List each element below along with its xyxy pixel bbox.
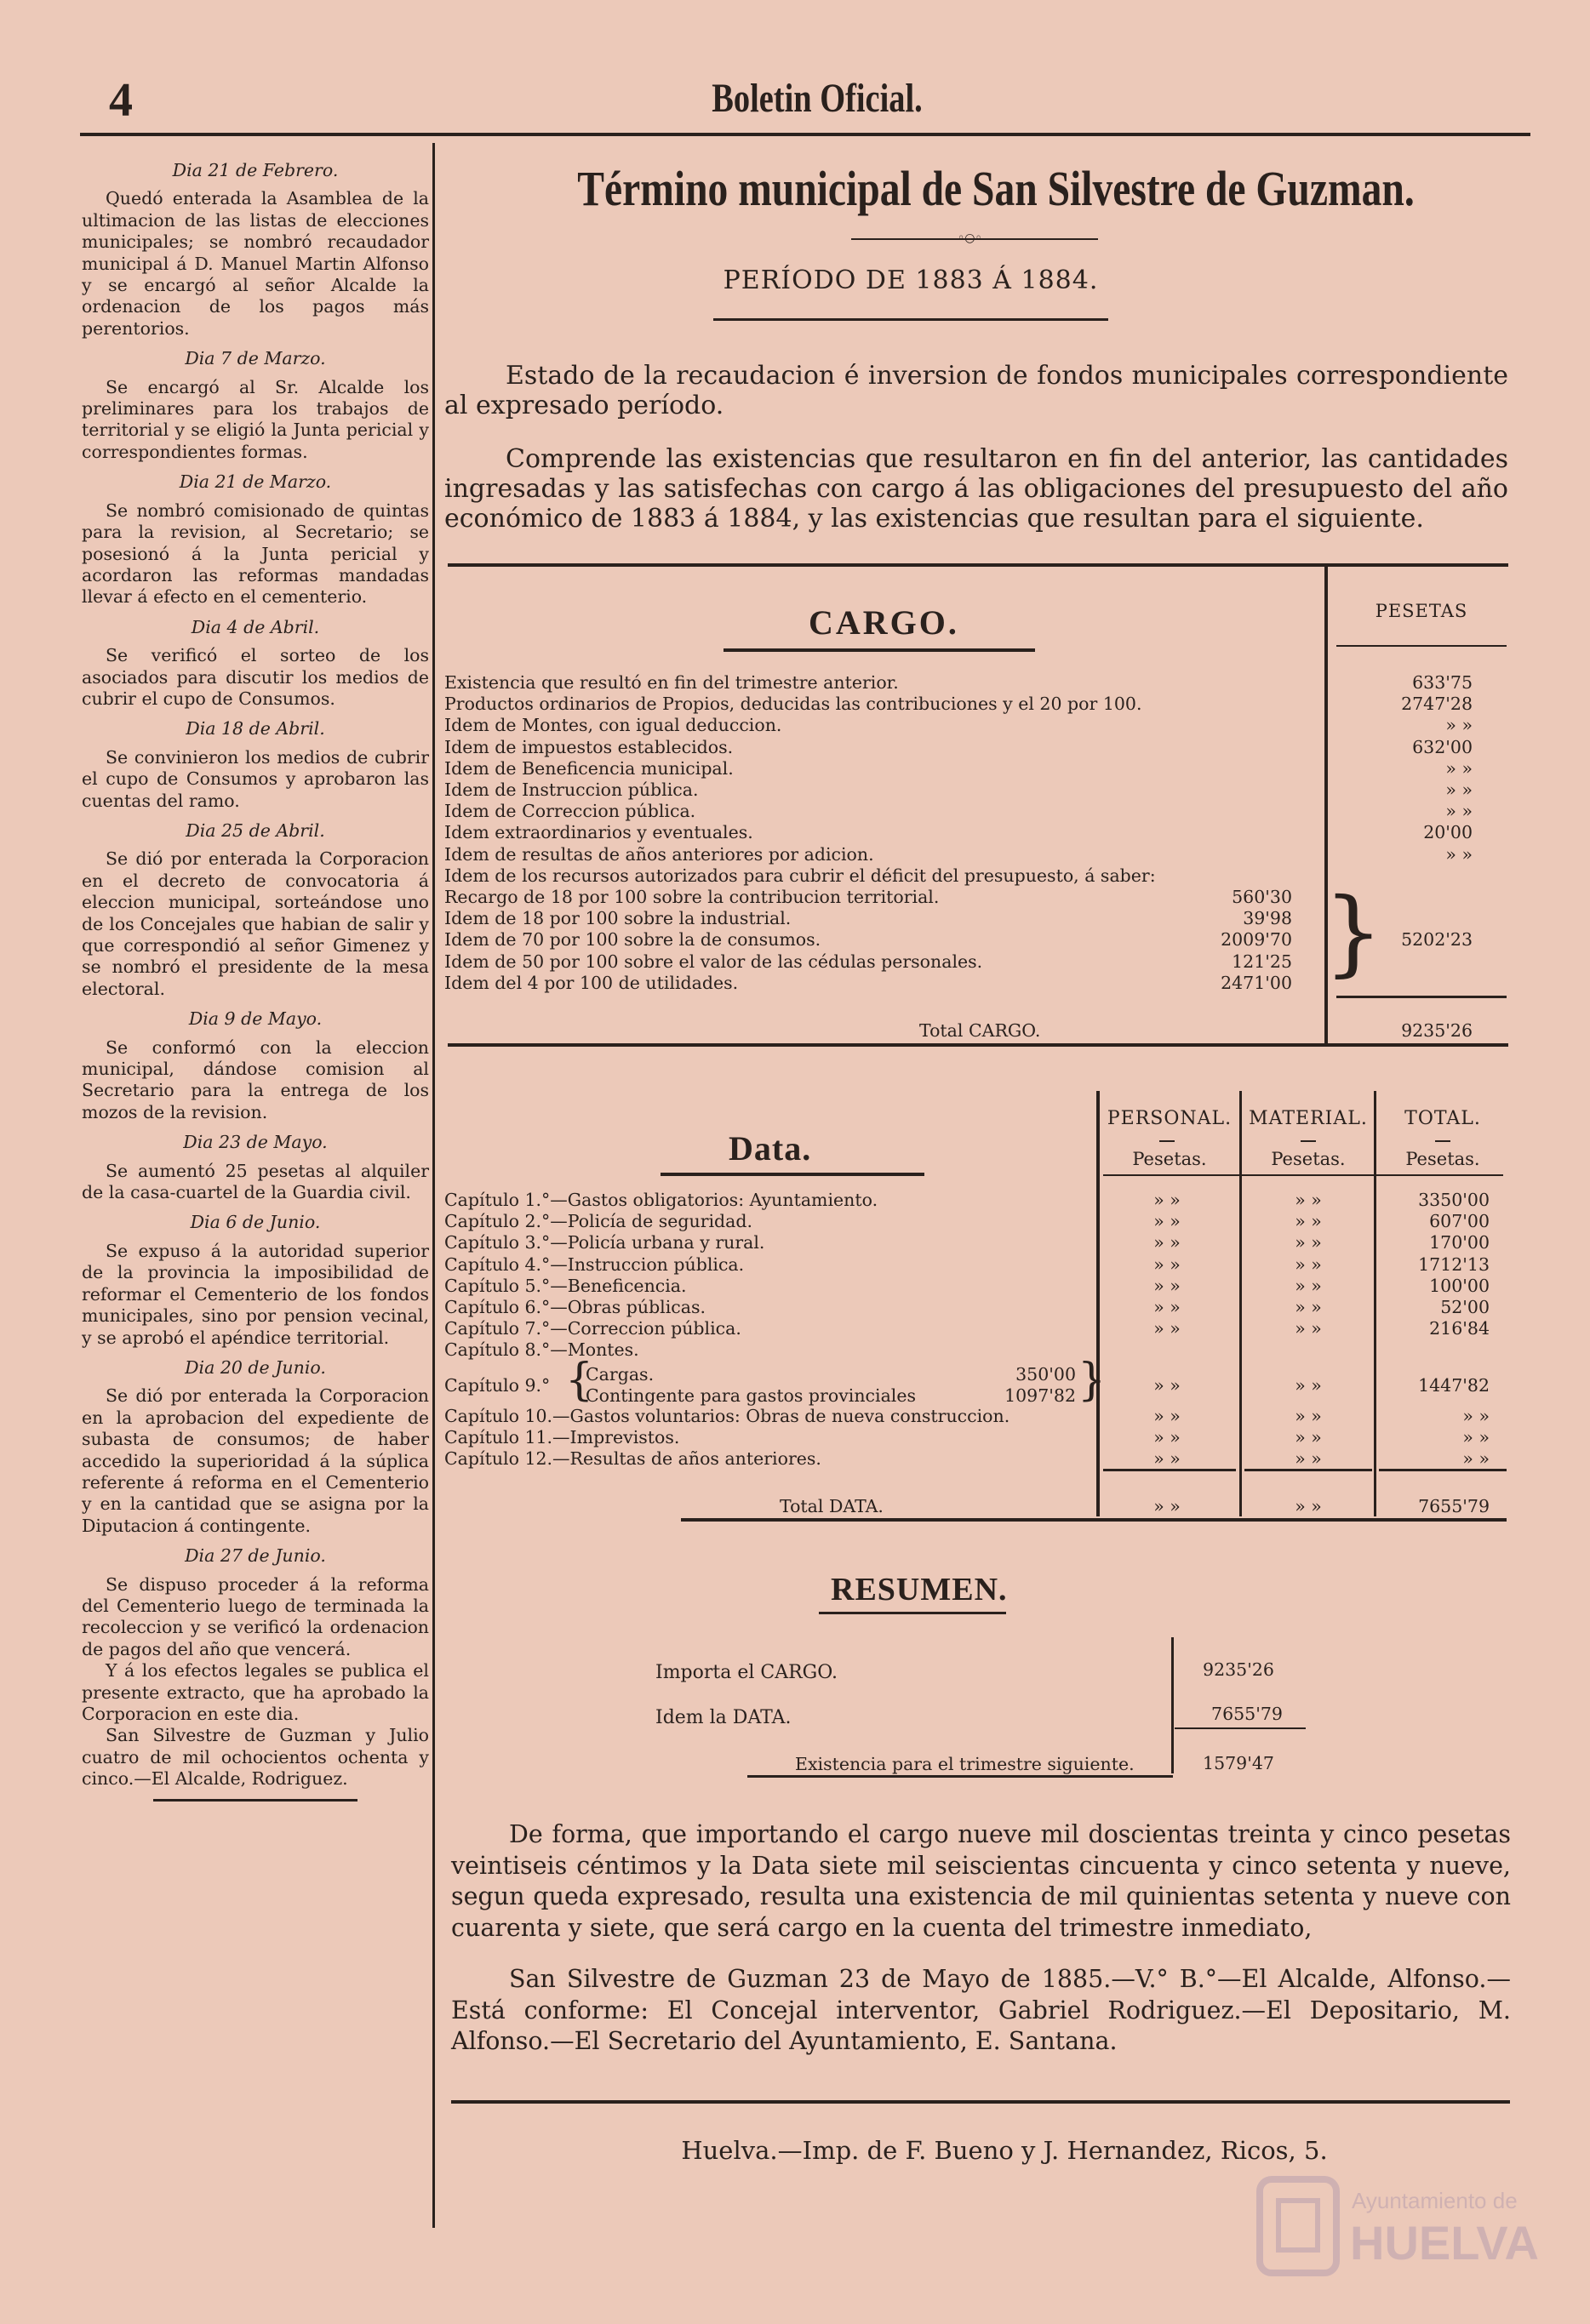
data-row-personal: » »	[1153, 1448, 1181, 1470]
data-row-total: » »	[1462, 1406, 1490, 1426]
closing-paragraph: De forma, que importando el cargo nueve mil doscientas treinta y cinco pesetas veintiseis céntimos y la Data siete mil seiscientas cincuenta y cinco setenta y nueve, segun queda expresado, resulta una existencia de mil quinientas setenta y nueve con cuarenta y siete, que será cargo en la cuenta del trimestre inmediato,	[451, 1820, 1511, 1942]
cargo-row-label: Idem de Instruccion pública.	[444, 779, 699, 800]
data-row-label: Capítulo 8.°—Montes.	[444, 1339, 639, 1361]
recursos-intro-label: Idem de los recursos autorizados para cubrir el déficit del presupuesto, á saber:	[444, 865, 1156, 886]
recurso-row-value: 2009'70	[1221, 929, 1292, 951]
recurso-row-value: 2471'00	[1221, 972, 1292, 993]
header-rule	[80, 133, 1530, 136]
cargo-row-value: 633'75	[1412, 672, 1473, 693]
data-row-personal: » »	[1153, 1190, 1181, 1210]
signature-paragraph: San Silvestre de Guzman 23 de Mayo de 1885.—V.° B.°—El Alcalde, Alfonso.—Está conforme: El Concejal interventor, Gabriel Rodriguez.—El Depositario, M. Alfonso.—El Secretario del Ayuntamiento, E. Santana.	[451, 1965, 1511, 2055]
entry-date: Dia 7 de Marzo.	[185, 348, 326, 369]
cargo-bottom-rule	[448, 1043, 1508, 1047]
cargo-row-label: Idem de impuestos establecidos.	[444, 736, 734, 757]
cargo-row-label: Idem de Beneficencia municipal.	[444, 757, 734, 779]
data-col-rule-2	[1239, 1091, 1242, 1516]
cargo-row-value: » »	[1445, 801, 1473, 822]
cargo-top-rule	[448, 563, 1508, 567]
data-row-label: Capítulo 3.°—Policía urbana y rural.	[444, 1232, 765, 1253]
data-row-total: 170'00	[1429, 1232, 1490, 1253]
data-row-material: » »	[1295, 1232, 1322, 1253]
data-row-total: 3350'00	[1418, 1190, 1490, 1210]
data-bottom-rule	[681, 1518, 1507, 1522]
data-row-personal: » »	[1153, 1232, 1181, 1253]
data-total-material: » »	[1295, 1496, 1322, 1516]
data-row-personal: » »	[1153, 1297, 1181, 1317]
watermark-line1: Ayuntamiento de	[1352, 2188, 1518, 2213]
entry-date: Dia 4 de Abril.	[191, 616, 320, 637]
period-rule	[713, 318, 1108, 321]
data-total-personal: » »	[1153, 1496, 1181, 1516]
data-row-total: 100'00	[1429, 1275, 1490, 1296]
entry-date: Dia 9 de Mayo.	[188, 1008, 323, 1030]
data-row-label: Capítulo 5.°—Beneficencia.	[444, 1275, 687, 1296]
data-sum-rule-personal	[1103, 1469, 1236, 1471]
intro-paragraph-1: Estado de la recaudacion é inversion de fondos municipales correspondiente al expresado período.	[444, 361, 1508, 420]
cargo-row-label: Idem de resultas de años anteriores por adicion.	[444, 843, 874, 865]
dash-mark	[1159, 1140, 1175, 1142]
resumen-bottom-rule	[747, 1775, 1173, 1778]
cap9-sub1: Cargas.	[586, 1364, 655, 1385]
cap9-total: 1447'82	[1418, 1375, 1490, 1396]
entry-date: Dia 21 de Febrero.	[172, 160, 339, 180]
data-heading: Data.	[729, 1129, 812, 1168]
column-divider	[432, 143, 435, 2228]
resumen-data-value: 7655'79	[1211, 1704, 1283, 1724]
cargo-row-value: » »	[1445, 779, 1473, 800]
data-row-label: Capítulo 12.—Resultas de años anteriores.	[444, 1448, 821, 1470]
resumen-exist-label: Existencia para el trimestre siguiente.	[795, 1754, 1135, 1774]
intro-paragraph-2: Comprende las existencias que resultaron en fin del anterior, las cantidades ingresadas y las satisfechas con cargo á las obligaciones del presupuesto del año económico de 1883 á 1884, y las existencias que resultan para el siguiente.	[444, 444, 1508, 534]
cargo-row-value: » »	[1445, 757, 1473, 779]
cap9-sub2: Contingente para gastos provinciales	[586, 1385, 917, 1406]
cargo-total-label: Total CARGO.	[919, 1020, 1041, 1041]
cargo-row-label: Idem de Montes, con igual deduccion.	[444, 715, 782, 736]
watermark-line2: HUELVA	[1350, 2216, 1539, 2270]
data-row-label: Capítulo 2.°—Policía de seguridad.	[444, 1211, 753, 1232]
data-row-total: 216'84	[1429, 1318, 1490, 1339]
printer-imprint: Huelva.—Imp. de F. Bueno y J. Hernandez, Ricos, 5.	[681, 2136, 1328, 2165]
data-row-label: Capítulo 4.°—Instruccion pública.	[444, 1253, 745, 1275]
entry-text: Se dispuso proceder á la reforma del Cementerio luego de terminada la recoleccion y se verificó la ordenacion de pagos del año que vencerá.	[82, 1573, 429, 1659]
entry-date: Dia 6 de Junio.	[190, 1212, 321, 1233]
resumen-sum-rule	[1175, 1727, 1306, 1729]
brace-close-icon: }	[1078, 1355, 1107, 1406]
left-end-rule	[153, 1799, 357, 1802]
entry-date: Dia 20 de Junio.	[185, 1356, 326, 1378]
entry-text: Se verificó el sorteo de los asociados para discutir los medios de cubrir el cupo de Consumos.	[82, 645, 429, 709]
entry-text: Se encargó al Sr. Alcalde los preliminares para los trabajos de territorial y se eligió la Junta pericial y correspondientes formas.	[82, 376, 429, 462]
page-number: 4	[109, 74, 133, 127]
recurso-row-label: Idem de 50 por 100 sobre el valor de las cédulas personales.	[444, 951, 983, 972]
recurso-row-value: 39'98	[1243, 908, 1292, 929]
data-col-rule-1	[1096, 1091, 1100, 1516]
data-row-personal: » »	[1153, 1427, 1181, 1448]
data-row-total: » »	[1462, 1427, 1490, 1448]
cargo-row-label: Existencia que resultó en fin del trimestre anterior.	[444, 672, 899, 693]
data-row-total: 1712'13	[1418, 1253, 1490, 1275]
ornament-icon: ◦○◦	[958, 231, 982, 245]
material-header: MATERIAL.	[1249, 1108, 1368, 1129]
total-unit: Pesetas.	[1405, 1149, 1480, 1169]
entry-text: Quedó enterada la Asamblea de la ultimacion de las listas de elecciones municipales; se nombró recaudador municipal á D. Manuel Martin Alfonso y se encargó al señor Alcalde la ordenacion de los pagos más perentorios.	[82, 188, 429, 339]
entry-text: Se nombró comisionado de quintas para la revision, al Secretario; se posesionó á la Junta pericial y acordaron las reformas mandadas llevar á efecto en el cementerio.	[82, 500, 429, 608]
entry-text: Se expuso á la autoridad superior de la provincia la imposibilidad de reformar el Cementerio de los fondos municipales, sino por pension vecinal, y se aprobó el apéndice territorial.	[82, 1240, 429, 1348]
entry-date: Dia 23 de Mayo.	[183, 1132, 328, 1153]
data-row-material: » »	[1295, 1448, 1322, 1470]
data-row-personal: » »	[1153, 1275, 1181, 1296]
entry-text: Se aumentó 25 pesetas al alquiler de la casa-cuartel de la Guardia civil.	[82, 1160, 429, 1203]
data-row-label: Capítulo 7.°—Correccion pública.	[444, 1318, 741, 1339]
recurso-row-label: Idem de 18 por 100 sobre la industrial.	[444, 908, 792, 929]
data-row-material: » »	[1295, 1318, 1322, 1339]
data-row-label: Capítulo 11.—Imprevistos.	[444, 1427, 680, 1448]
personal-header: PERSONAL.	[1107, 1108, 1233, 1129]
cargo-row-label: Productos ordinarios de Propios, deducidas las contribuciones y el 20 por 100.	[444, 694, 1142, 715]
data-col-rule-3	[1374, 1091, 1376, 1516]
brace-open-icon: {	[565, 1355, 594, 1406]
left-column	[82, 151, 429, 1802]
cargo-row-value: » »	[1445, 715, 1473, 736]
recurso-row-label: Idem del 4 por 100 de utilidades.	[444, 972, 739, 993]
data-sum-rule-total	[1379, 1469, 1507, 1471]
data-total-label: Total DATA.	[780, 1496, 884, 1516]
entry-date: Dia 25 de Abril.	[186, 819, 325, 841]
page-title: Término municipal de San Silvestre de Guzman.	[577, 161, 1415, 216]
cap9-personal: » »	[1153, 1375, 1181, 1396]
masthead-title: Boletin Oficial.	[712, 76, 923, 121]
recurso-row-value: 121'25	[1232, 951, 1292, 972]
data-row-total: 607'00	[1429, 1211, 1490, 1232]
resumen-exist-value: 1579'47	[1203, 1753, 1274, 1773]
cargo-row-value: 632'00	[1412, 736, 1473, 757]
dash-mark	[1435, 1140, 1450, 1142]
pesetas-header-rule	[1336, 645, 1507, 647]
pesetas-header: PESETAS	[1375, 601, 1468, 621]
data-heading-rule	[661, 1173, 924, 1176]
data-row-material: » »	[1295, 1253, 1322, 1275]
recurso-row-label: Idem de 70 por 100 sobre la de consumos.	[444, 929, 821, 951]
data-row-material: » »	[1295, 1427, 1322, 1448]
watermark-logo	[1251, 2162, 1539, 2290]
recurso-row-label: Recargo de 18 por 100 sobre la contribucion territorial.	[444, 887, 940, 907]
entry-date: Dia 18 de Abril.	[186, 718, 325, 739]
cap9-val1: 350'00	[1015, 1364, 1076, 1385]
entry-text: Se convinieron los medios de cubrir el cupo de Consumos y aprobaron las cuentas del ramo.	[82, 746, 429, 811]
entry-text: Se dió por enterada la Corporacion en la aprobacion del expediente de subasta de consumos; de haber accedido la superioridad á la súplica referente á reforma en el Cementerio y en la cantidad que se asigna por la Diputacion á contingente.	[82, 1385, 429, 1536]
data-row-material: » »	[1295, 1190, 1322, 1210]
data-row-personal: » »	[1153, 1406, 1181, 1426]
resumen-col-rule	[1171, 1637, 1174, 1773]
entry-text: Se conformó con la eleccion municipal, dándose comision al Secretario para la entrega de los mozos de la revision.	[82, 1036, 429, 1122]
data-total-value: 7655'79	[1418, 1496, 1490, 1516]
data-row-total: 52'00	[1440, 1297, 1490, 1317]
data-row-label: Capítulo 6.°—Obras públicas.	[444, 1297, 706, 1317]
data-row-material: » »	[1295, 1297, 1322, 1317]
cargo-row-value: 20'00	[1423, 822, 1473, 843]
data-row-material: » »	[1295, 1275, 1322, 1296]
data-row-personal: » »	[1153, 1318, 1181, 1339]
brace-icon: }	[1324, 877, 1383, 986]
left-closing-text: San Silvestre de Guzman y Julio cuatro de mil ochocientos ochenta y cinco.—El Alcalde, Rodriguez.	[82, 1725, 429, 1790]
data-row-material: » »	[1295, 1211, 1322, 1232]
cargo-sum-rule	[1336, 996, 1507, 998]
cargo-row-label: Idem extraordinarios y eventuales.	[444, 822, 753, 843]
cargo-heading-rule	[724, 648, 1035, 652]
data-sum-rule-material	[1244, 1469, 1372, 1471]
data-row-total: » »	[1462, 1448, 1490, 1470]
cargo-row-value: » »	[1445, 843, 1473, 865]
cargo-row-value: 2747'28	[1401, 694, 1473, 715]
total-header: TOTAL.	[1404, 1108, 1481, 1129]
data-row-material: » »	[1295, 1406, 1322, 1426]
entry-text: Se dió por enterada la Corporacion en el decreto de convocatoria á eleccion municipal, sorteándose uno de los Concejales que habian de salir y que correspondió al señor Gimenez y se nombró el presidente de la mesa electoral.	[82, 848, 429, 999]
dash-mark	[1301, 1140, 1316, 1142]
data-row-label: Capítulo 10.—Gastos voluntarios: Obras de nueva construccion.	[444, 1406, 1010, 1426]
recursos-total: 5202'23	[1401, 929, 1473, 950]
cargo-total-value: 9235'26	[1401, 1020, 1473, 1041]
data-row-label: Capítulo 1.°—Gastos obligatorios: Ayuntamiento.	[444, 1190, 878, 1210]
left-closing-text: Y á los efectos legales se publica el presente extracto, que ha aprobado la Corporacion en este dia.	[82, 1660, 429, 1724]
cargo-heading: CARGO.	[809, 603, 959, 642]
resumen-data-label: Idem la DATA.	[655, 1707, 792, 1728]
cap9-material: » »	[1295, 1375, 1322, 1396]
recurso-row-value: 560'30	[1232, 887, 1292, 907]
period-heading: PERÍODO DE 1883 Á 1884.	[723, 266, 1099, 295]
footer-rule	[451, 2100, 1510, 2104]
resumen-heading: RESUMEN.	[831, 1572, 1008, 1607]
resumen-cargo-value: 9235'26	[1203, 1659, 1274, 1680]
cargo-row-label: Idem de Correccion pública.	[444, 801, 696, 822]
resumen-heading-rule	[819, 1612, 1006, 1614]
personal-unit: Pesetas.	[1132, 1149, 1207, 1169]
material-unit: Pesetas.	[1271, 1149, 1346, 1169]
data-row-personal: » »	[1153, 1211, 1181, 1232]
entry-date: Dia 27 de Junio.	[185, 1545, 326, 1567]
data-unit-rule	[1103, 1174, 1503, 1176]
cap9-label: Capítulo 9.°	[444, 1375, 551, 1396]
cap9-val2: 1097'82	[1004, 1385, 1076, 1406]
resumen-cargo-label: Importa el CARGO.	[655, 1662, 838, 1683]
data-row-personal: » »	[1153, 1253, 1181, 1275]
entry-date: Dia 21 de Marzo.	[179, 471, 332, 493]
